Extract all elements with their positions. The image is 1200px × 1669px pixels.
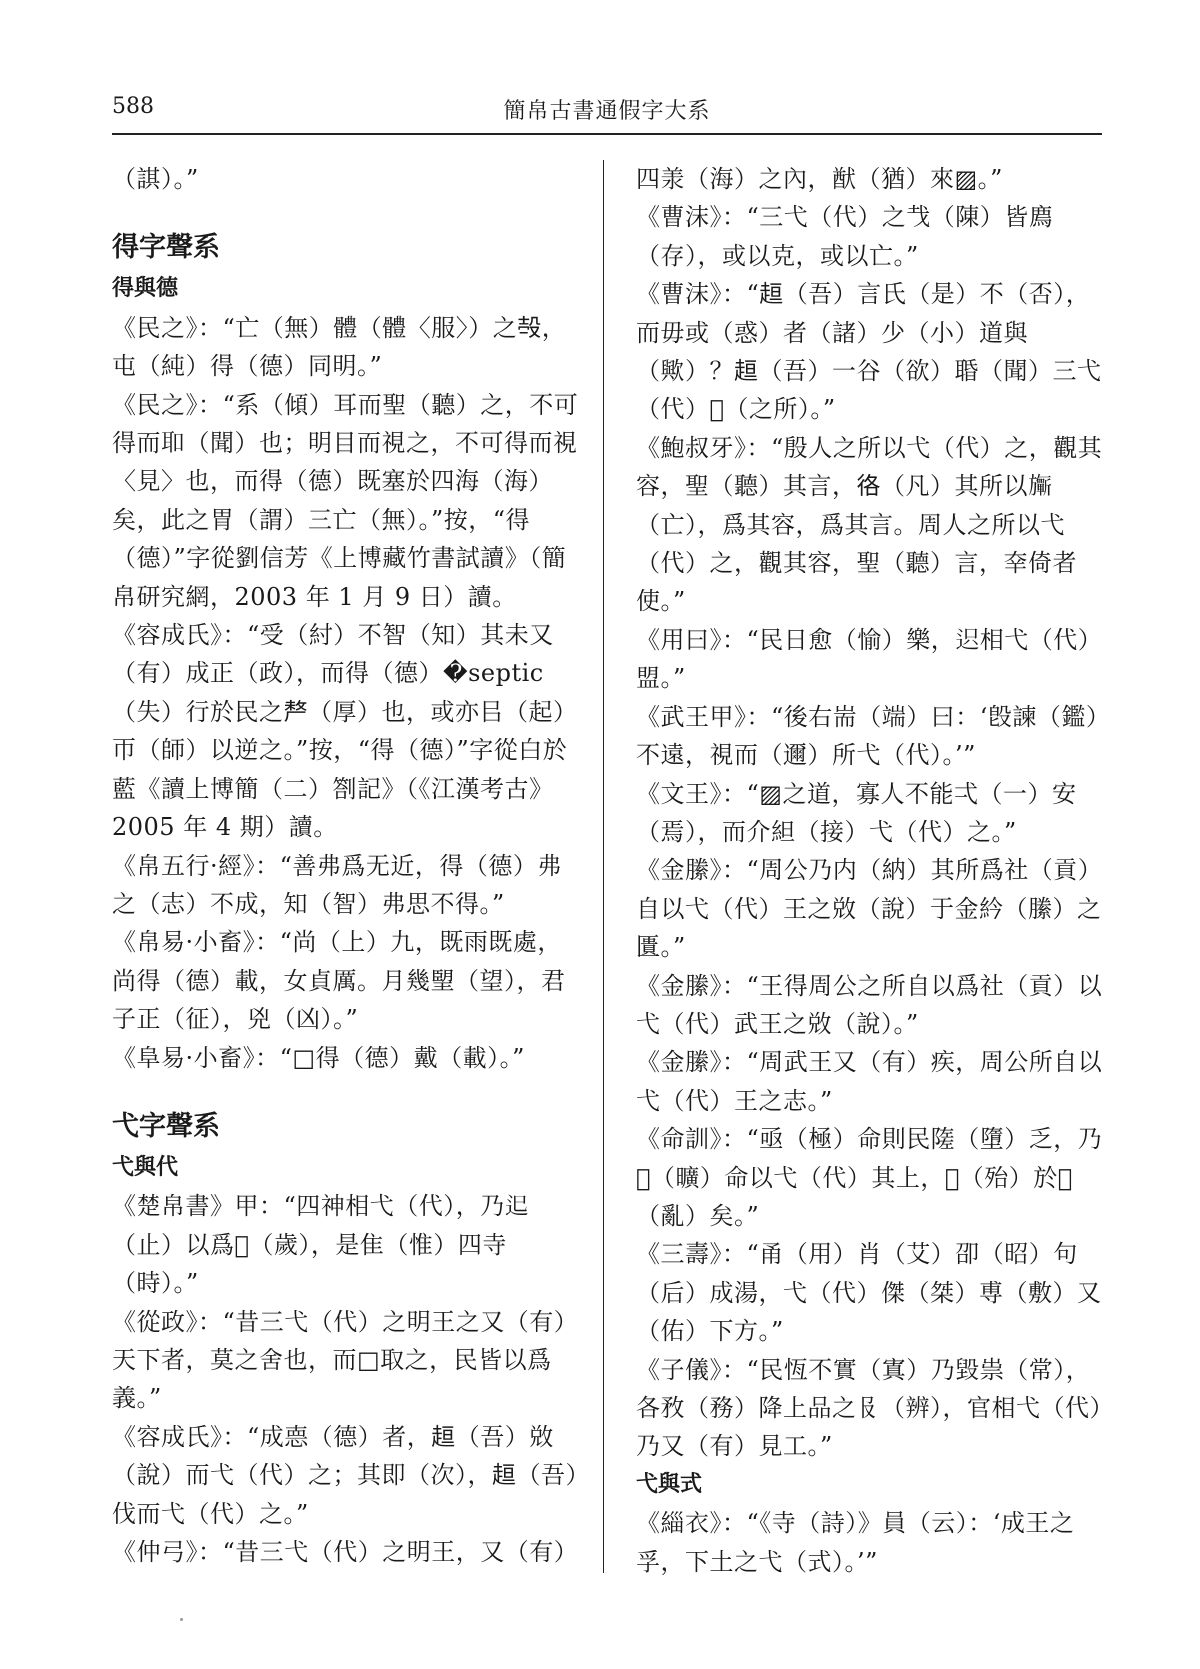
paragraph: 《容成氏》：“受（紂）不智（知）其未又（有）成正（政），而得（德）�septic（失）行於民之𠩺（厚）也，或亦㠯（起）帀（師）以逆之。”按，“得（德）”字從白於藍《讀上博簡（二）劄記》（《江漢考古》2005 年 4 期）讀。 [112, 621, 578, 842]
paragraph: 《帛易·小畜》：“尚（上）九，既雨既處，尚得（德）載，女貞厲。月幾朢（望），君子正（征），兇（凶）。” [112, 928, 566, 1034]
paragraph: 《子儀》：“民恆不實（寘）乃毀祟（常），各敄（務）降上品之𠬝（辨），官相弋（代）乃又（有）見工。” [636, 1355, 1102, 1461]
paragraph: 《民之》：“系（傾）耳而聖（聽）之，不可得而𦔻（聞）也；明目而視之，不可得而視〈見〉也，而得（德）既塞於四海（海）矣，此之胃（謂）三亡（無）。”按，“得（德）”字從劉信芳《上博藏竹書試讀》（簡帛研究網，2003 年 1 月 9 日）讀。 [112, 390, 579, 611]
paragraph: 《金縢》：“周公乃内（納）其所爲社（貢）自以弋（代）王之敚（說）于金紟（縢）之匱。” [636, 856, 1103, 962]
paragraph: 《曹沫》：“𧻚（吾）言氏（是）不（否），而毋或（惑）者（諸）少（小）道與（歟）？𧻚（吾）一谷（欲）䎽（聞）三弋（代）𣂋（之所）。” [636, 280, 1102, 424]
paragraph: 《帛五行·經》：“善弗爲无近，得（德）弗之（志）不成，知（智）弗思不得。” [112, 851, 562, 918]
section-heading: 弋字聲系 [112, 1110, 220, 1142]
subsection-heading: 弋與代 [112, 1154, 179, 1180]
page-number: 588 [112, 94, 154, 119]
scan-speck [180, 1618, 183, 1621]
paragraph: 《鮑叔牙》：“殷人之所以弋（代）之，觀其容，聖（聽）其言，𢓜（凡）其所以𣄨（亡），爲其容，爲其言。周人之所以弋（代）之，觀其容，聖（聽）言，㚔倚者使。” [636, 433, 1103, 616]
paragraph: 《命訓》：“亟（極）命則民隓（墮）乏，乃𡪊（曠）命以弋（代）其上，𢘅（殆）於𤔔（亂）矣。” [636, 1125, 1103, 1230]
spacer [112, 1077, 582, 1105]
paragraph: 《仲弓》：“昔三弋（代）之明王，又（有） [112, 1538, 579, 1566]
paragraph: 《緇衣》：“《寺（詩）》員（云）：‘成王之孚，下土之弋（式）。’” [636, 1509, 1075, 1576]
intro-line: （諆）。” [112, 165, 199, 193]
paragraph: 《用曰》：“民日愈（愉）樂，𨒅相弋（代）盟。” [636, 625, 1103, 693]
subsection-heading: 得與德 [112, 276, 179, 302]
subsection-heading: 弋與式 [636, 1471, 703, 1497]
paragraph: 《民之》：“亡（無）體（體〈服〉）之𣪊，屯（純）得（德）同明。” [112, 313, 567, 381]
running-title: 簡帛古書通假字大系 [503, 99, 711, 124]
page-header [112, 92, 1102, 132]
left-column [112, 160, 582, 1571]
right-column [636, 160, 1104, 1581]
paragraph: 四𣴎（海）之內，猷（猶）來▨。” [636, 165, 1003, 193]
spacer [112, 198, 582, 226]
paragraph: 《金縢》：“周武王又（有）疾，周公所自以弋（代）王之志。” [636, 1048, 1103, 1115]
paragraph: 《文王》：“▨之道，寡人不能弌（一）安（焉），而介䋎（接）弋（代）之。” [636, 779, 1077, 846]
column-divider [603, 160, 604, 1573]
paragraph: 《曹沫》：“三弋（代）之𢦏（陳）皆廌（存），或以克，或以亡。” [636, 203, 1054, 270]
paragraph: 《容成氏》：“成𢛳（德）者，𧻚（吾）敚（說）而弋（代）之；其即（次），𧻚（吾）伐而弋（代）之。” [112, 1422, 578, 1528]
header-rule [112, 133, 1102, 135]
paragraph: 《武王甲》：“後右耑（端）曰：‘𣪘諫（鑑）不遠，視而（邇）所弋（代）。’” [636, 702, 1099, 770]
paragraph: 《金縢》：“王得周公之所自以爲社（貢）以弋（代）武王之敚（說）。” [636, 971, 1103, 1038]
paragraph: 《三壽》：“甬（用）肖（艾）卲（昭）句（后）成湯，弋（代）傑（桀）尃（敷）又（佑）下方。” [636, 1240, 1102, 1346]
paragraph: 《從政》：“昔三弋（代）之明王之又（有）天下者，莫之舍也，而□取之，民皆以爲義。” [112, 1307, 579, 1413]
paragraph: 《阜易·小畜》：“□得（德）戴（載）。” [112, 1043, 525, 1072]
paragraph: 《楚帛書》甲：“四神相弋（代），乃𨑓（止）以爲𢧚（歲），是隹（惟）四寺（時）。” [112, 1192, 530, 1298]
section-heading: 得字聲系 [112, 232, 220, 264]
